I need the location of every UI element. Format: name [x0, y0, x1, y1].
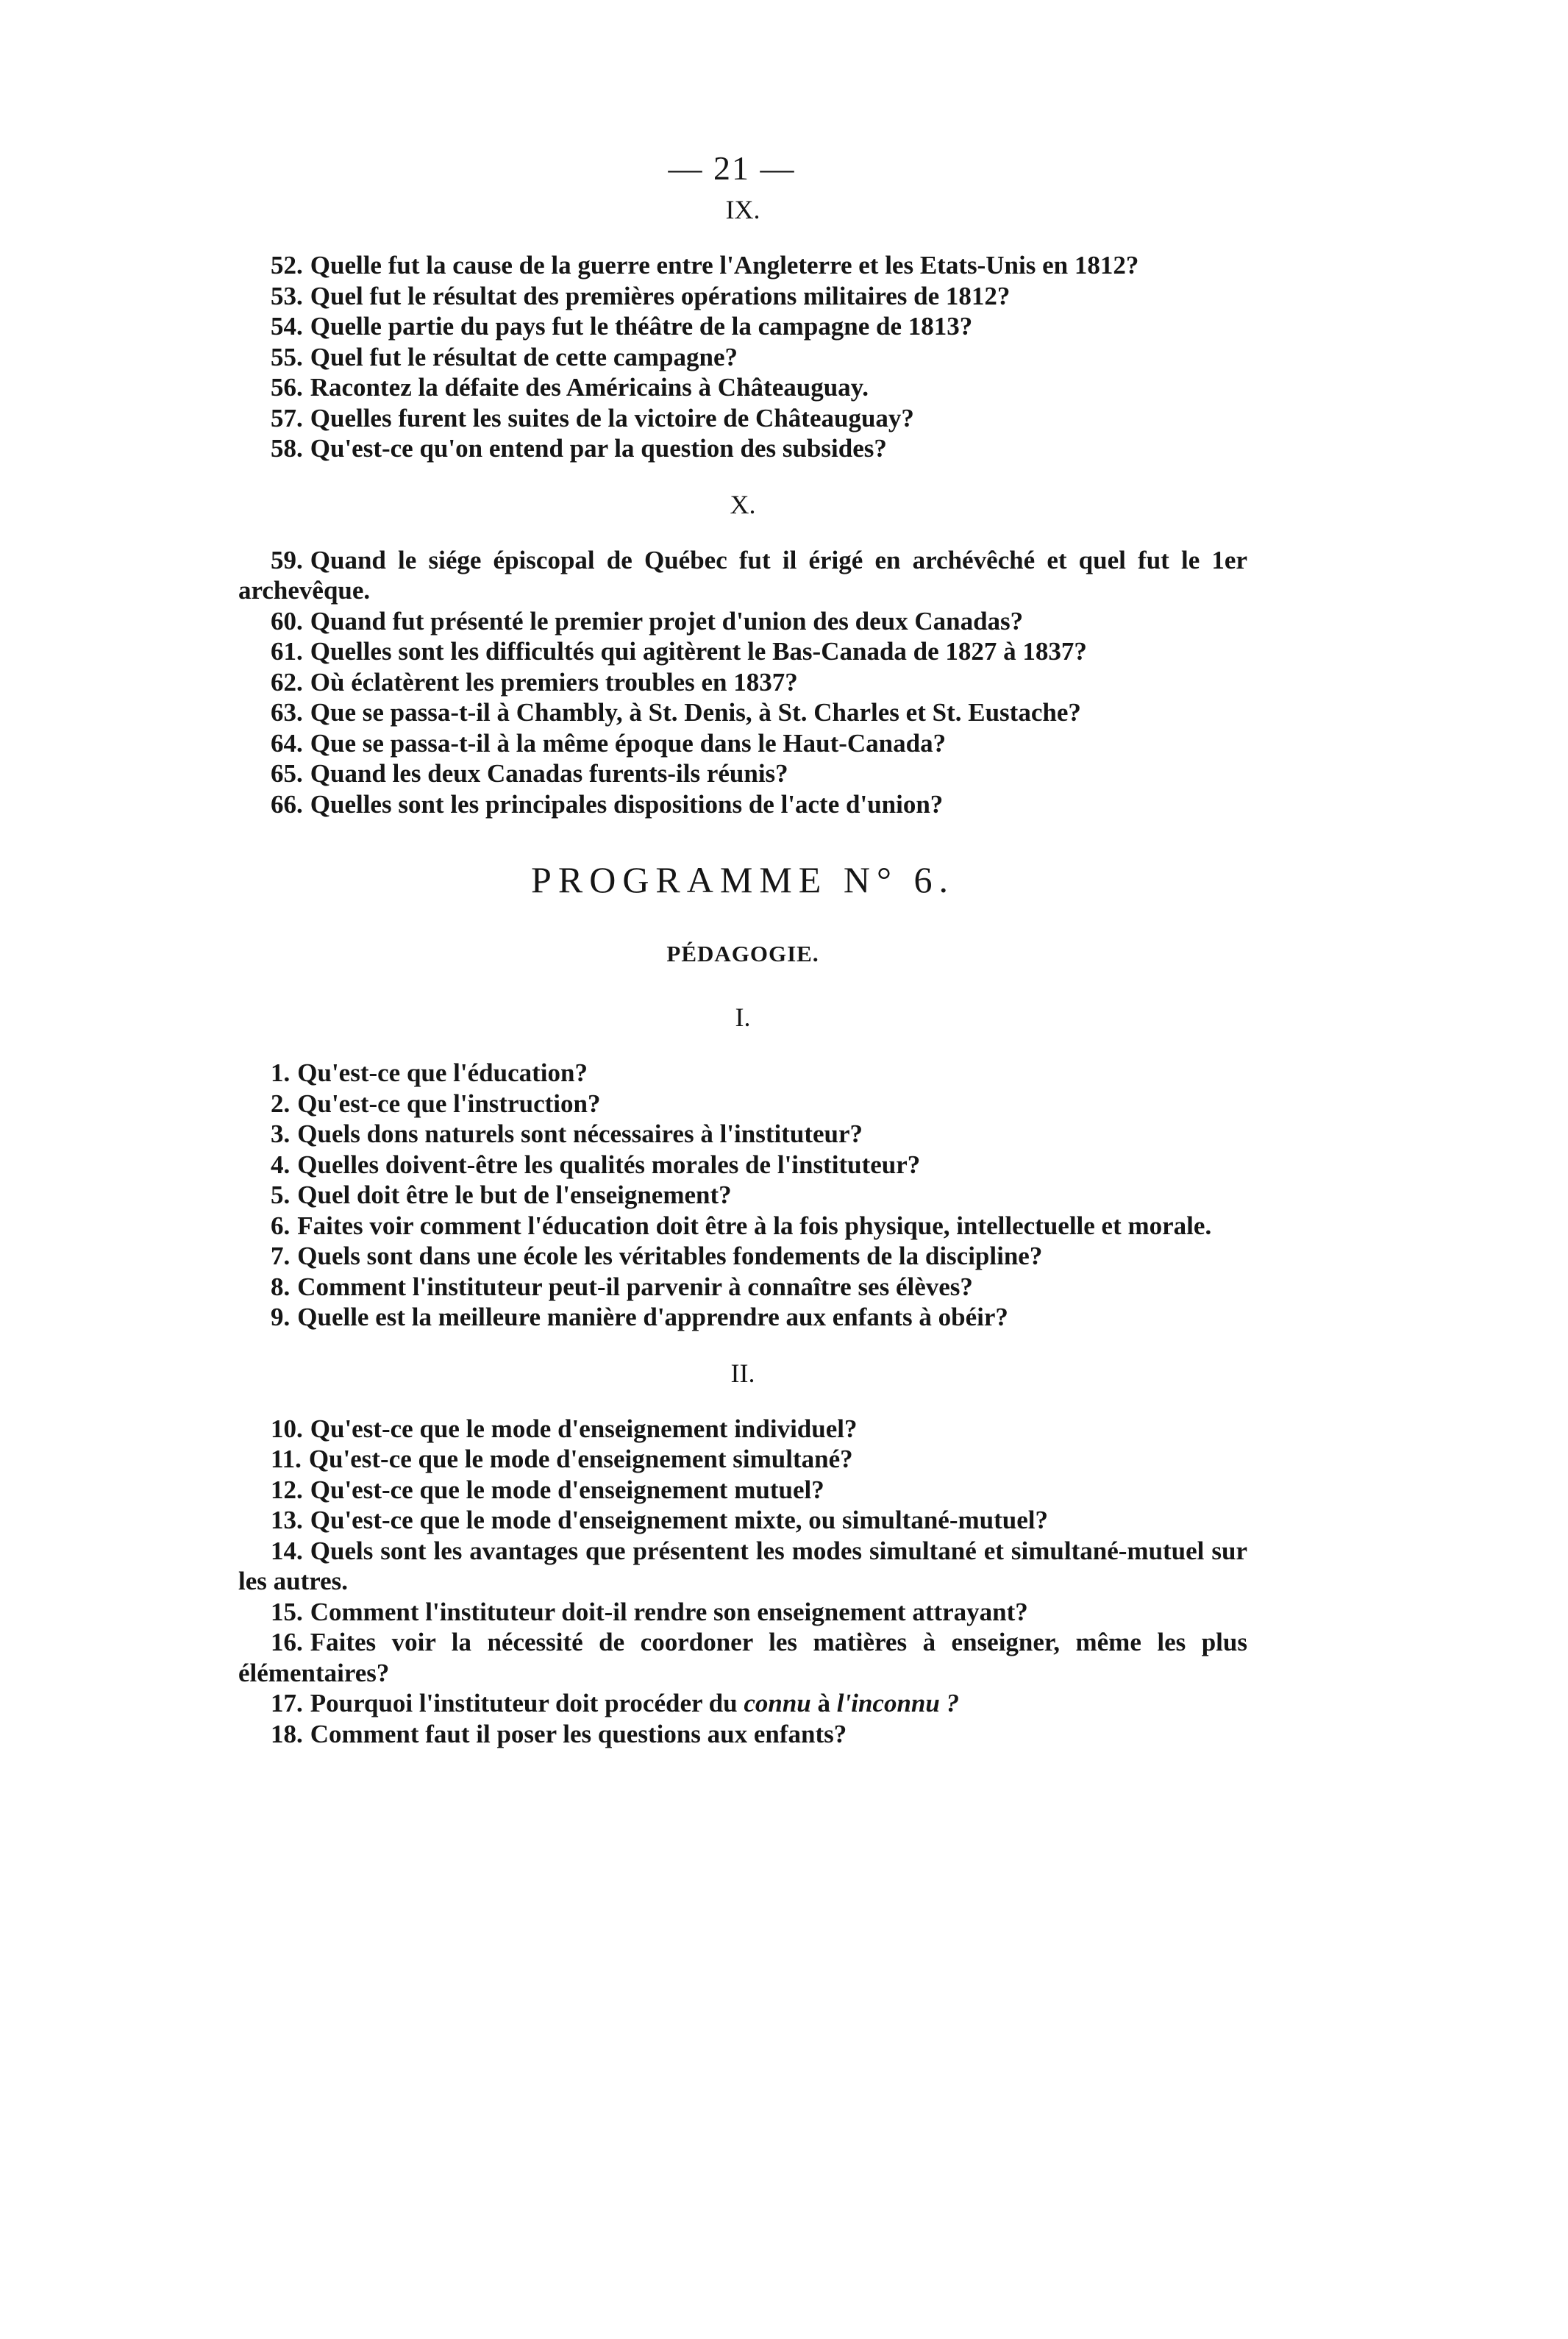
question-item: 61. Quelles sont les difficultés qui agitèrent le Bas-Canada de 1827 à 1837? [271, 637, 1087, 666]
question-list-ii [238, 1414, 1247, 1750]
section-heading-i: I. [735, 1003, 751, 1032]
question-item: 7. Quels sont dans une école les véritables fondements de la discipline? [271, 1242, 1043, 1270]
question-item: 5. Quel doit être le but de l'enseignement? [271, 1181, 732, 1209]
question-item: 17. Pourquoi l'instituteur doit procéder du connu à l'inconnu ? [271, 1689, 960, 1717]
question-item: 58. Qu'est-ce qu'on entend par la question des subsides? [271, 434, 887, 463]
section-heading-x: X. [730, 489, 756, 519]
question-item: 56. Racontez la défaite des Américains à Châteauguay. [271, 373, 869, 402]
question-item: 16. Faites voir la nécessité de coordoner les matières à enseigner, même les plus élémentaires? [238, 1628, 1247, 1687]
question-item: 62. Où éclatèrent les premiers troubles en 1837? [271, 667, 798, 697]
question-item: 66. Quelles sont les principales dispositions de l'acte d'union? [271, 789, 944, 819]
question-item: 4. Quelles doivent-être les qualités morales de l'instituteur? [271, 1150, 921, 1179]
question-item: 18. Comment faut il poser les questions aux enfants? [271, 1719, 847, 1748]
question-item: 15. Comment l'instituteur doit-il rendre son enseignement attrayant? [271, 1597, 1028, 1626]
question-item: 60. Quand fut présenté le premier projet d'union des deux Canadas? [271, 606, 1024, 636]
section-heading-ii: II. [730, 1358, 755, 1388]
question-item: 54. Quelle partie du pays fut le théâtre de la campagne de 1813? [271, 312, 973, 341]
question-item: 57. Quelles furent les suites de la victoire de Châteauguay? [271, 403, 914, 432]
question-item: 11. Qu'est-ce que le mode d'enseignement simultané? [271, 1445, 853, 1473]
question-item: 64. Que se passa-t-il à la même époque dans le Haut-Canada? [271, 728, 947, 758]
question-item: 10. Qu'est-ce que le mode d'enseignement individuel? [271, 1414, 858, 1443]
question-item: 14. Quels sont les avantages que présentent les modes simultané et simultané-mutuel sur les autres. [238, 1536, 1247, 1595]
question-item: 53. Quel fut le résultat des premières opérations militaires de 1812? [271, 281, 1011, 310]
question-item: 3. Quels dons naturels sont nécessaires à l'instituteur? [271, 1119, 863, 1148]
question-item: 13. Qu'est-ce que le mode d'enseignement mixte, ou simultané-mutuel? [271, 1506, 1048, 1534]
question-item: 9. Quelle est la meilleure manière d'apprendre aux enfants à obéir? [271, 1303, 1008, 1331]
question-item: 52. Quelle fut la cause de la guerre entre l'Angleterre et les Etats-Unis en 1812? [271, 251, 1139, 280]
question-item: 65. Quand les deux Canadas furents-ils réunis? [271, 759, 788, 788]
question-item: 6. Faites voir comment l'éducation doit être à la fois physique, intellectuelle et morale. [271, 1211, 1212, 1240]
programme-subtitle: PÉDAGOGIE. [666, 941, 819, 966]
page-number: — 21 — [668, 149, 796, 187]
question-item: 2. Qu'est-ce que l'instruction? [271, 1089, 601, 1118]
question-list-x [238, 545, 1247, 820]
programme-title: PROGRAMME N° 6. [531, 859, 955, 900]
question-list-ix [238, 250, 1247, 464]
question-item: 55. Quel fut le résultat de cette campagne? [271, 342, 738, 371]
document-page [238, 147, 1247, 1749]
question-item: 8. Comment l'instituteur peut-il parvenir à connaître ses élèves? [271, 1272, 973, 1301]
question-item: 63. Que se passa-t-il à Chambly, à St. Denis, à St. Charles et St. Eustache? [271, 698, 1081, 727]
question-item: 59. Quand le siége épiscopal de Québec fut il érigé en archévêché et quel fut le 1er archevêque. [238, 545, 1247, 605]
section-heading-ix: IX. [725, 195, 760, 224]
question-item: 1. Qu'est-ce que l'éducation? [271, 1058, 588, 1087]
question-item: 12. Qu'est-ce que le mode d'enseignement mutuel? [271, 1475, 824, 1504]
question-list-i [238, 1058, 1247, 1333]
